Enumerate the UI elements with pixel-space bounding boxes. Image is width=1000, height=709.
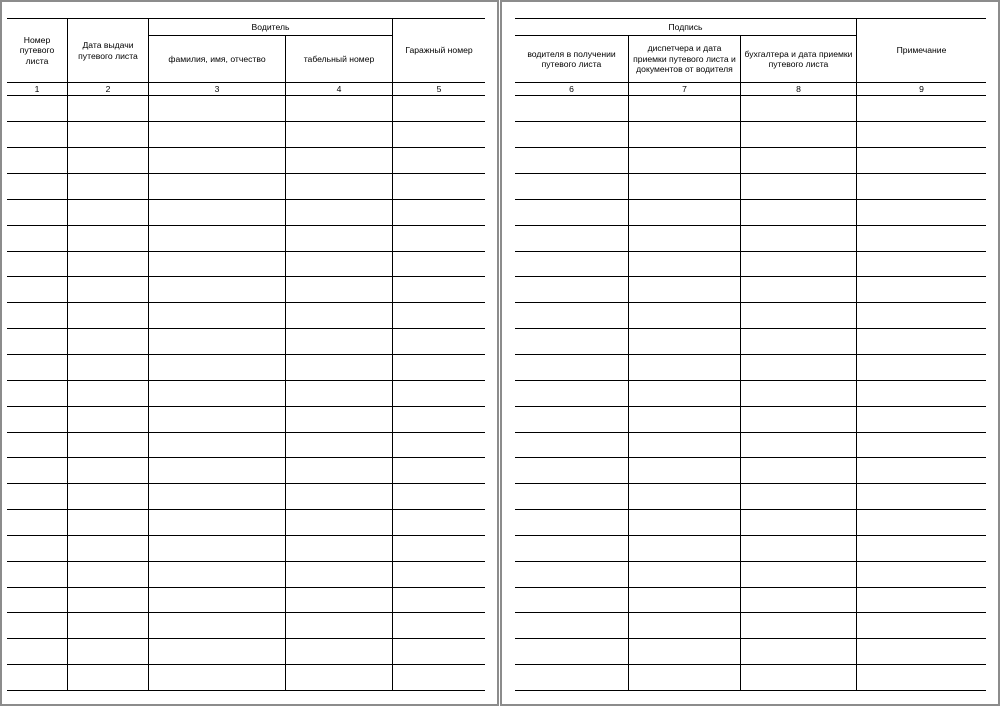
header-trip-number: Номер путевого листа: [19, 34, 55, 66]
header-personnel-number: табельный номер: [303, 53, 375, 64]
header-signature-group: Подпись: [668, 21, 703, 32]
header-note: Примечание: [896, 45, 947, 56]
column-number-3: 3: [214, 84, 220, 94]
right-page: [500, 0, 1000, 706]
column-number-1: 1: [34, 84, 40, 94]
column-number-6: 6: [569, 84, 574, 94]
header-garage-number: Гаражный номер: [405, 45, 473, 56]
header-accountant: бухгалтера и дата приемки путевого листа: [744, 48, 853, 69]
column-number-7: 7: [682, 84, 687, 94]
header-dispatcher: диспетчера и дата приемки путевого листа и документов от водителя: [633, 43, 736, 75]
column-number-2: 2: [105, 84, 111, 94]
header-driver-receipt: водителя в получении путевого листа: [527, 48, 616, 69]
column-number-4: 4: [336, 84, 342, 94]
column-number-9: 9: [919, 84, 924, 94]
header-driver-name: фамилия, имя, отчество: [168, 53, 266, 64]
column-number-5: 5: [436, 84, 442, 94]
header-issue-date: Дата выдачи путевого листа: [78, 40, 138, 61]
column-number-8: 8: [796, 84, 801, 94]
left-page: [0, 0, 499, 706]
header-driver-group: Водитель: [251, 21, 290, 32]
